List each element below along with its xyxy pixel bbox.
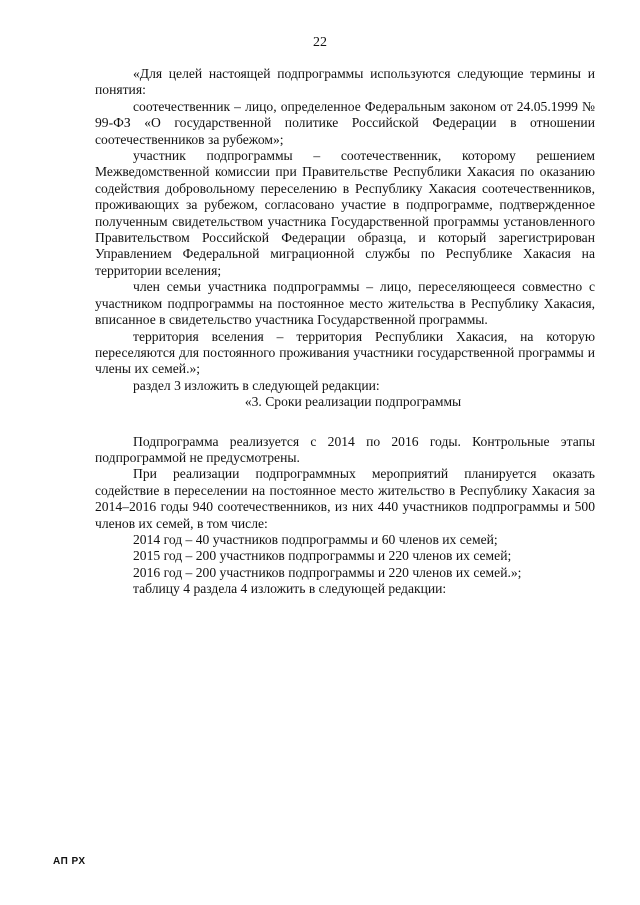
paragraph-resettlement-assistance: При реализации подпрограммных мероприятий планируется оказать содействие в переселении на постоянное место жительство в Республику Хакасия за 2014–2016 годы 940 соотечественников, из них 440 участников подпрограммы и 500 членов их семей, в том числе: — [95, 466, 595, 531]
paragraph-implementation-period: Подпрограмма реализуется с 2014 по 2016 годы. Контрольные этапы подпрограммой не предусмотрены. — [95, 433, 595, 465]
year-line-2015: 2015 год – 200 участников подпрограммы и 220 членов их семей; — [133, 548, 512, 564]
section-title: «3. Сроки реализации подпрограммы — [244, 394, 462, 410]
paragraph-section3-instruction: раздел 3 изложить в следующей редакции: — [133, 377, 380, 393]
page-number: 22 — [313, 35, 327, 50]
paragraph-participant-definition: участник подпрограммы – соотечественник, которому решением Межведомственной комиссии при Правительстве Республики Хакасия по оказанию содействия добровольному переселению в Республику Хакасия соотечественников, проживающих за рубежом, согласовано участие в подпрограмме, подтвержденное полученным свидетельством участника Государственной программы установленного Правительством Российской Федерации образца, и который зарегистрирован Управлением Федеральной миграционной службы по Республике Хакасия на территории вселения; — [95, 148, 595, 278]
year-line-2016: 2016 год – 200 участников подпрограммы и 220 членов их семей.»; — [133, 564, 522, 580]
footer-mark: АП РХ — [53, 856, 86, 867]
paragraph-definitions-intro: «Для целей настоящей подпрограммы используются следующие термины и понятия: — [95, 66, 595, 98]
paragraph-territory-definition: территория вселения – территория Республики Хакасия, на которую переселяются для постоянного проживания участники государственной программы и члены их семей.»; — [95, 328, 595, 377]
paragraph-family-member-definition: член семьи участника подпрограммы – лицо, переселяющееся совместно с участником подпрограммы на постоянное место жительства в Республику Хакасия, вписанное в свидетельство участника Государственной программы. — [95, 279, 595, 328]
paragraph-table4-instruction: таблицу 4 раздела 4 изложить в следующей редакции: — [133, 581, 447, 597]
document-body — [95, 66, 595, 598]
year-line-2014: 2014 год – 40 участников подпрограммы и 60 членов их семей; — [133, 531, 498, 547]
paragraph-compatriot-definition: соотечественник – лицо, определенное Федеральным законом от 24.05.1999 № 99-ФЗ «О государственной политике Российской Федерации в отношении соотечественников за рубежом»; — [95, 98, 595, 147]
